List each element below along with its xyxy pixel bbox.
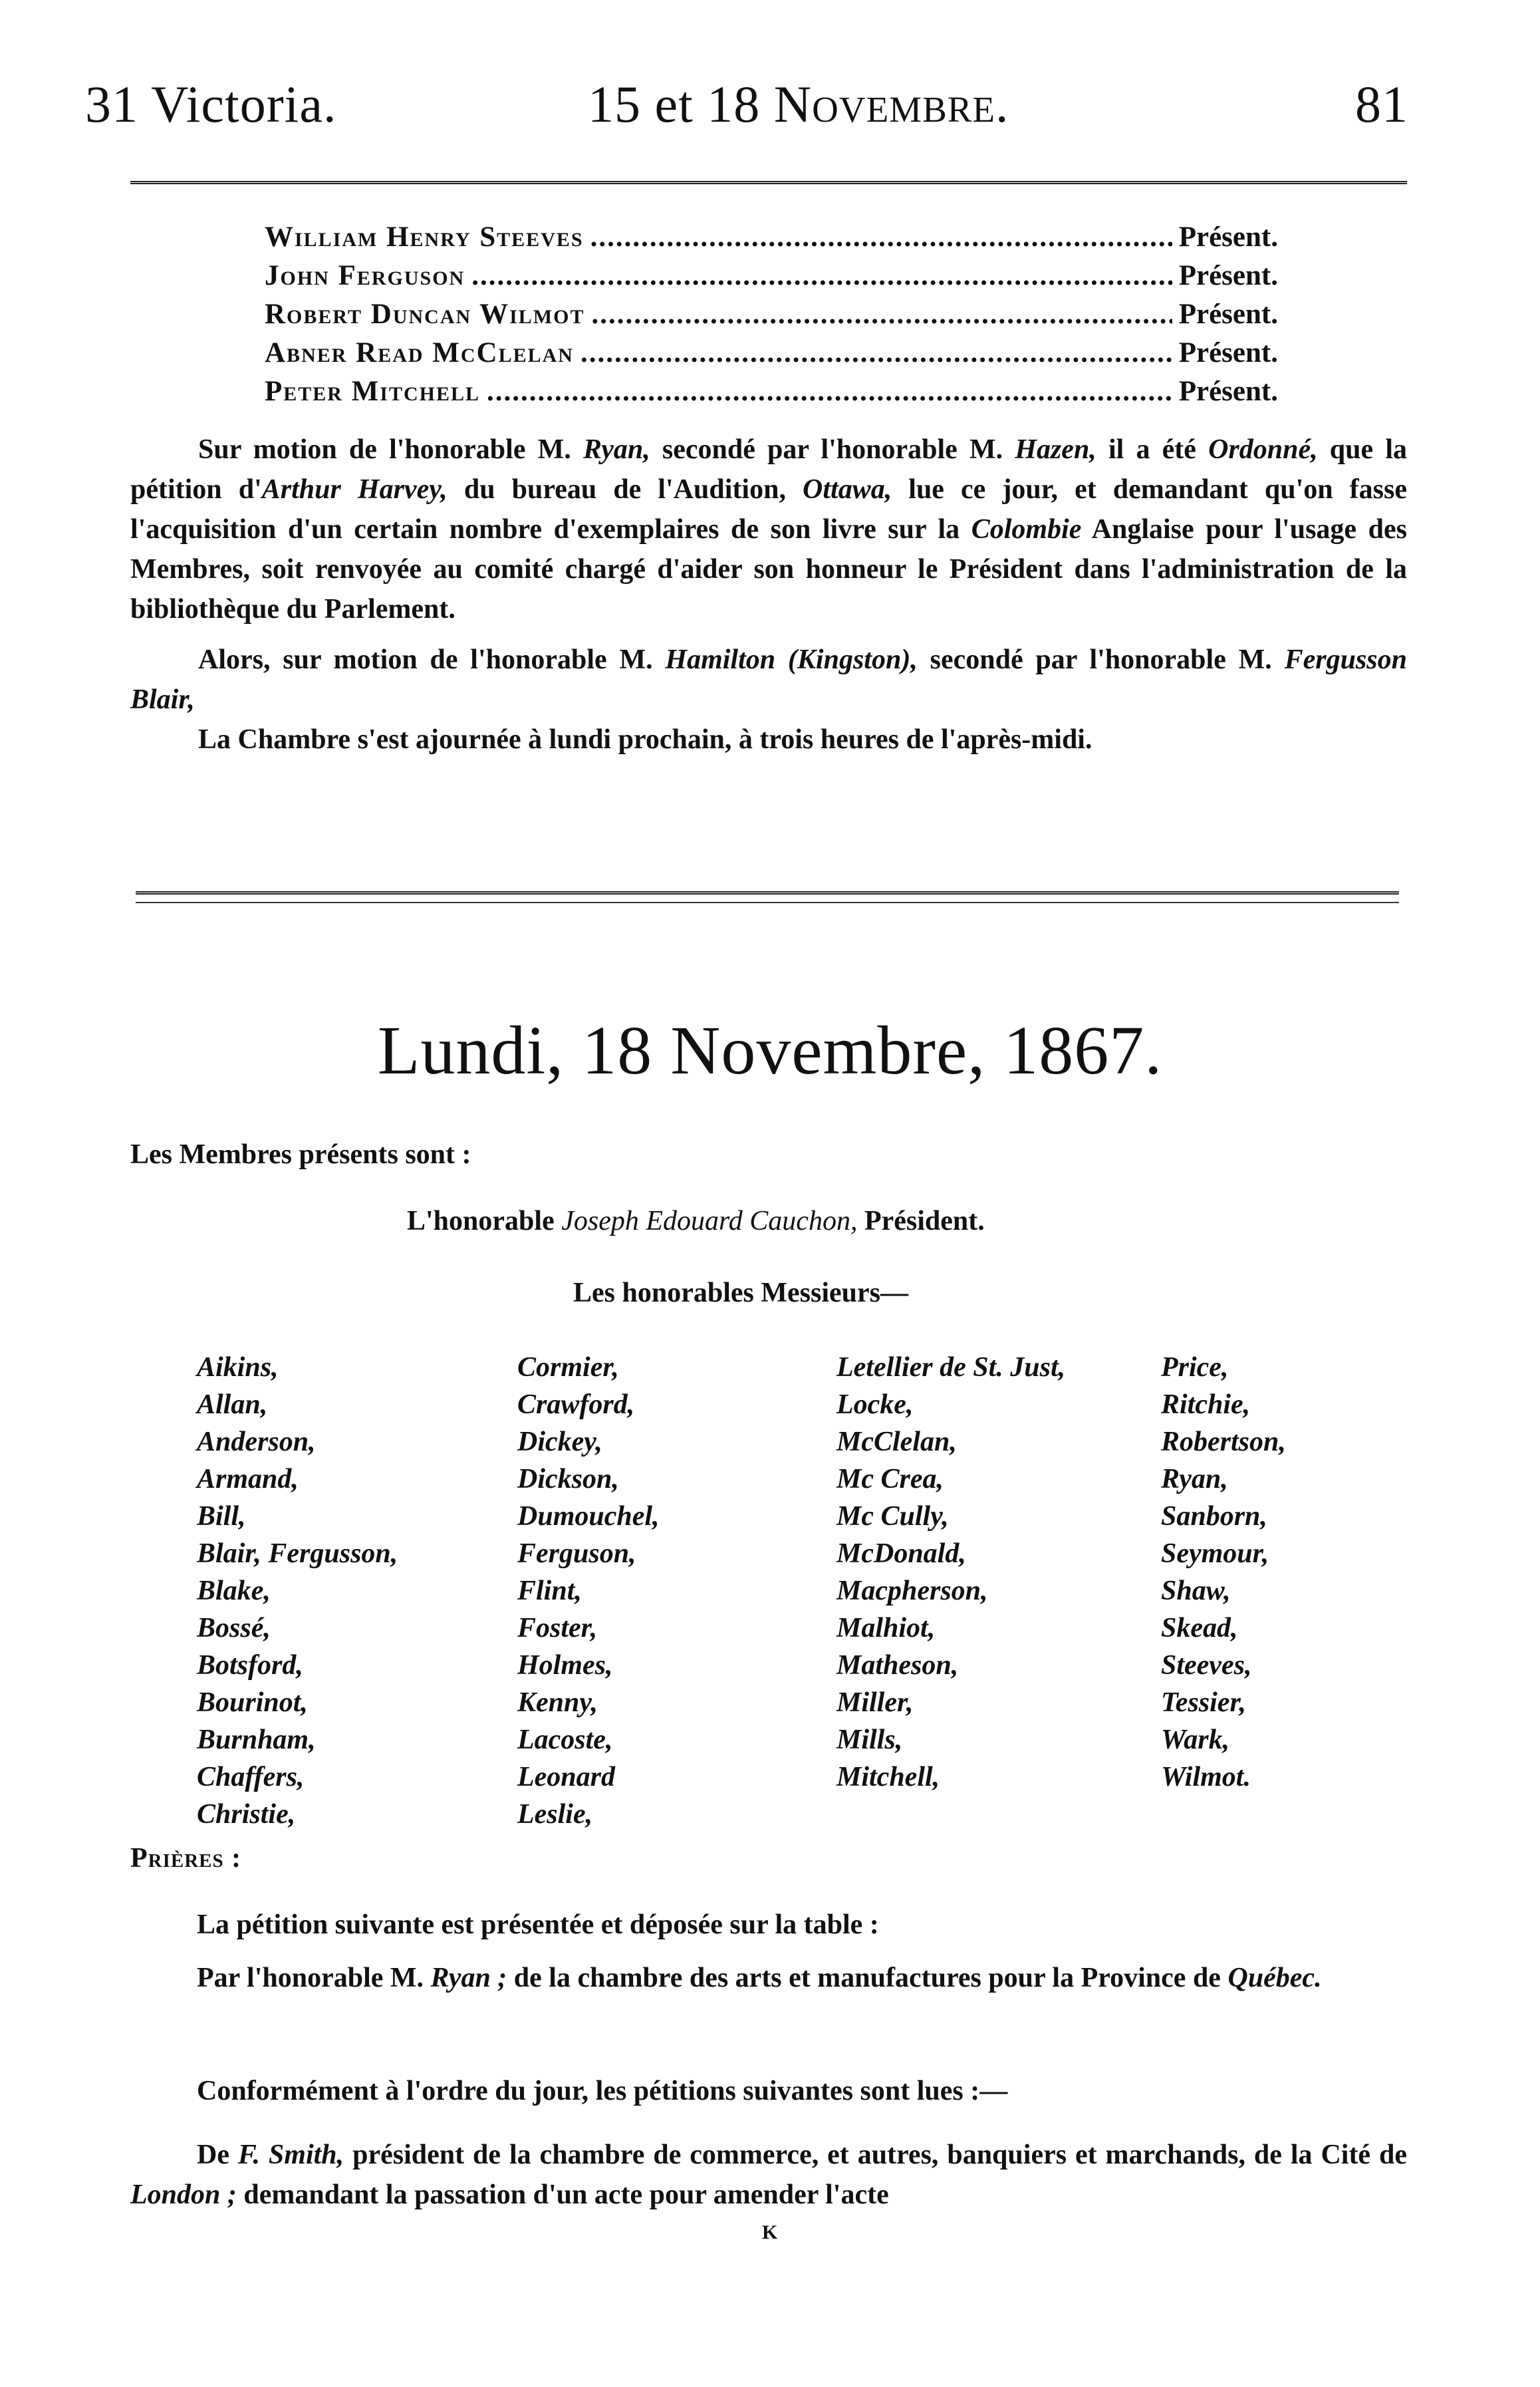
members-column-3 [836, 1349, 1065, 1796]
dot-leader [471, 257, 1172, 295]
header-dates [588, 75, 1009, 133]
section-rule [136, 891, 1399, 895]
member-name: Steeves, [1161, 1650, 1252, 1681]
members-column-4 [1161, 1349, 1286, 1796]
member-status: Présent. [1178, 376, 1278, 407]
page-title: Lundi, 18 Novembre, 1867. [377, 1012, 1163, 1089]
member-name: Bill, [197, 1501, 246, 1532]
place-name: London ; [130, 2179, 237, 2210]
member-status: Présent. [1178, 221, 1278, 253]
member-name: Letellier de St. Just, [836, 1352, 1066, 1383]
motion-text: il a été [1096, 434, 1209, 465]
member-name: Bossé, [197, 1613, 271, 1643]
petitioner-name: F. Smith, [237, 2140, 344, 2170]
header-dates-month: Novembre. [773, 75, 1009, 133]
member-name: Chaffers, [197, 1762, 305, 1792]
member-name: Tessier, [1161, 1687, 1246, 1718]
member-name: Crawford, [517, 1389, 635, 1420]
motion-text: lue ce jour, et demandant qu'on fasse l'acquisition d'un certain nombre d'exemplaires de son livre sur la [130, 474, 1408, 545]
page-number: 81 [1355, 75, 1408, 133]
dot-leader [591, 295, 1172, 334]
member-name: Wark, [1161, 1725, 1230, 1755]
member-name: Dumouchel, [517, 1501, 660, 1532]
petitioner-name: Ryan ; [430, 1963, 507, 1993]
member-name: Macpherson, [836, 1576, 988, 1606]
president-line [407, 1205, 985, 1237]
present-row [265, 218, 1278, 257]
members-intro: Les Membres présents sont : [130, 1139, 471, 1170]
member-status: Présent. [1178, 260, 1278, 291]
dot-leader [590, 218, 1172, 257]
petition-text: De [197, 2140, 238, 2170]
dot-leader [580, 334, 1172, 372]
member-name: Robert Duncan Wilmot [265, 299, 585, 330]
petition-ryan [130, 1958, 1407, 1998]
member-name: Mitchell, [836, 1762, 940, 1792]
member-name: Flint, [517, 1576, 582, 1606]
member-name: Locke, [836, 1389, 914, 1420]
member-name: Shaw, [1161, 1576, 1231, 1606]
petition-text: président de la chambre de commerce, et autres, banquiers et marchands, de la Cité de [344, 2140, 1407, 2170]
member-name: Armand, [197, 1464, 299, 1494]
prieres-heading: Prières : [130, 1843, 242, 1874]
present-row [265, 372, 1278, 411]
member-name: Bourinot, [197, 1687, 308, 1718]
adjournment-text: secondé par l'honorable M. [917, 644, 1285, 675]
petition-intro: La pétition suivante est présentée et déposée sur la table : [197, 1909, 879, 1940]
motion-text: du bureau de l'Audition, [447, 474, 803, 505]
member-status: Présent. [1178, 299, 1278, 330]
header-rule [130, 181, 1407, 184]
member-name: Foster, [517, 1613, 598, 1643]
member-name: Dickey, [517, 1427, 602, 1457]
motion-text: Sur motion de l'honorable M. [198, 434, 583, 465]
president-prefix: L'honorable [407, 1206, 562, 1236]
member-name: Price, [1161, 1352, 1229, 1383]
motion-seconder: Hazen, [1015, 434, 1096, 465]
member-name: Mc Cully, [836, 1501, 949, 1532]
member-name: Malhiot, [836, 1613, 936, 1643]
member-name: Burnham, [197, 1725, 316, 1755]
present-row [265, 334, 1278, 372]
members-column-1 [197, 1349, 398, 1833]
place-name: Colombie [971, 514, 1082, 545]
header-dates-prefix: 15 et 18 [588, 75, 774, 133]
member-name: Christie, [197, 1799, 296, 1830]
member-name: Abner Read McClelan [265, 337, 574, 368]
member-name: Botsford, [197, 1650, 303, 1681]
motion-seconder: Fergusson Blair, [130, 644, 1407, 715]
petition-text: demandant la passation d'un acte pour amender l'acte [236, 2179, 889, 2210]
petition-text: Par l'honorable M. [197, 1963, 431, 1993]
member-name: Robertson, [1161, 1427, 1286, 1457]
member-name: Sanborn, [1161, 1501, 1267, 1532]
motion-text: secondé par l'honorable M. [650, 434, 1015, 465]
motion-ordered: Ordonné, [1208, 434, 1318, 465]
adjournment-text: Alors, sur motion de l'honorable M. [198, 644, 666, 675]
place-name: Québec. [1227, 1963, 1322, 1993]
member-name: Blake, [197, 1576, 271, 1606]
member-name: Ryan, [1161, 1464, 1228, 1494]
motion-text: Anglaise pour l'usage des Membres, soit renvoyée au comité chargé d'aider son honneur le Président dans l'administration de la bibliothèque du Parlement. [130, 514, 1407, 625]
petition-text: de la chambre des arts et manufactures pour la Province de [507, 1963, 1228, 1993]
motion-text: que la pétition d' [130, 434, 1408, 505]
member-name: McDonald, [836, 1538, 966, 1569]
member-name: Peter Mitchell [265, 376, 481, 407]
president-name: Joseph Edouard Cauchon, [561, 1206, 858, 1236]
member-name: Holmes, [517, 1650, 613, 1681]
member-name: Lacoste, [517, 1725, 613, 1755]
dot-leader [487, 372, 1172, 411]
member-name: Aikins, [197, 1352, 279, 1383]
member-name: Matheson, [836, 1650, 959, 1681]
member-name: Leonard [517, 1762, 615, 1792]
smith-petition [130, 2135, 1407, 2215]
adjournment-paragraph [130, 640, 1407, 720]
present-row [265, 257, 1278, 295]
member-name: Leslie, [517, 1799, 593, 1830]
member-name: William Henry Steeves [265, 221, 584, 253]
motion-paragraph [130, 430, 1407, 629]
place-name: Ottawa, [803, 474, 892, 505]
member-name: Dickson, [517, 1464, 619, 1494]
signature-mark: K [762, 2221, 778, 2243]
order-line: Conformément à l'ordre du jour, les pétitions suivantes sont lues :— [197, 2076, 1008, 2106]
header-reference: 31 Victoria. [85, 75, 337, 133]
members-column-2 [517, 1349, 660, 1833]
member-name: Skead, [1161, 1613, 1238, 1643]
section-rule [136, 902, 1399, 903]
present-list [265, 218, 1278, 411]
member-name: Ritchie, [1161, 1389, 1251, 1420]
member-name: John Ferguson [265, 260, 465, 291]
member-name: Cormier, [517, 1352, 619, 1383]
member-name: McClelan, [836, 1427, 957, 1457]
member-name: Ferguson, [517, 1538, 636, 1569]
honorables-heading: Les honorables Messieurs— [573, 1278, 908, 1308]
member-name: Anderson, [197, 1427, 316, 1457]
motion-mover: Ryan, [582, 434, 650, 465]
member-name: Wilmot. [1161, 1762, 1251, 1792]
member-name: Kenny, [517, 1687, 598, 1718]
president-suffix: Président. [857, 1206, 985, 1236]
adjournment-line: La Chambre s'est ajournée à lundi prochain, à trois heures de l'après-midi. [198, 724, 1092, 755]
member-name: Mc Crea, [836, 1464, 944, 1494]
petitioner-name: Arthur Harvey, [261, 474, 448, 505]
member-name: Miller, [836, 1687, 914, 1718]
member-status: Présent. [1178, 337, 1278, 368]
present-row [265, 295, 1278, 334]
member-name: Blair, Fergusson, [197, 1538, 398, 1569]
motion-mover: Hamilton (Kingston), [665, 644, 918, 675]
member-name: Seymour, [1161, 1538, 1269, 1569]
member-name: Mills, [836, 1725, 903, 1755]
member-name: Allan, [197, 1389, 268, 1420]
